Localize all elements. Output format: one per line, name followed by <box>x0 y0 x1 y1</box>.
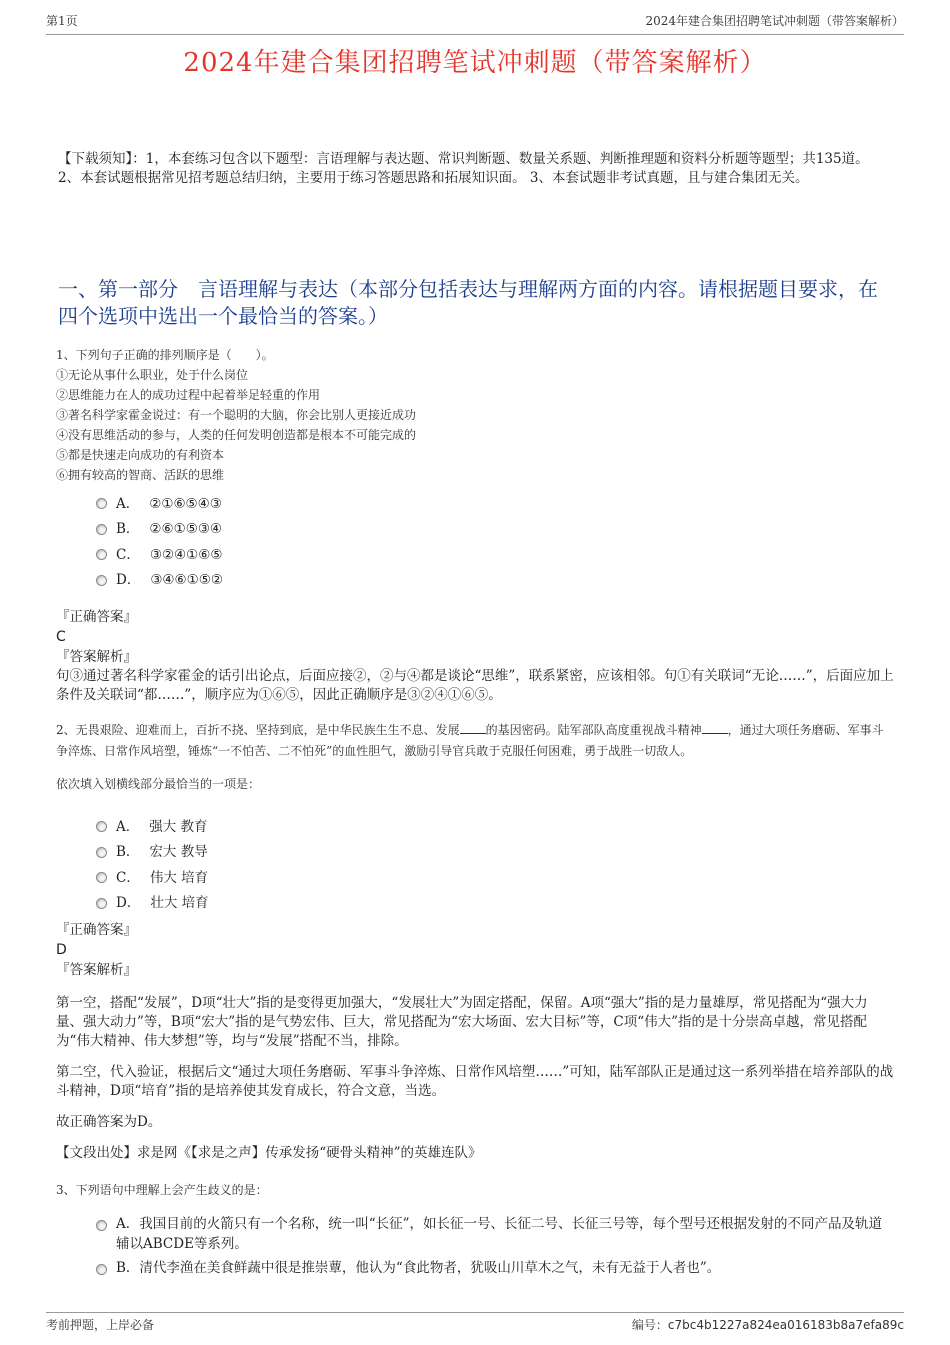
option-text: 壮大 培育 <box>150 895 209 912</box>
option-text: 宏大 教导 <box>149 844 208 861</box>
option-text: 伟大 培育 <box>149 869 209 886</box>
sentence-line: ②思维能力在人的成功过程中起着举足轻重的作用 <box>56 388 321 402</box>
answer-value: D <box>56 942 67 958</box>
option-letter: D． <box>116 895 141 912</box>
page-footer <box>46 1312 904 1333</box>
question-stem: 1、下列句子正确的排列顺序是（ ）。 <box>56 348 274 362</box>
answer-label: 『正确答案』 <box>56 609 137 625</box>
question-stem: 2、无畏艰险、迎难而上，百折不挠、坚持到底，是中华民族生生不息、发展 的基因密码。陆军部队高度重视战斗精神 ，通过大项任务磨砺、军事斗争淬炼、日常作风培塑，锤炼“一不怕苦、二不怕死”的血性胆气，激励引导官兵敢于克服任何困难，勇于战胜一切敌人。 <box>56 723 884 758</box>
radio-button[interactable] <box>96 898 107 909</box>
option-list <box>96 814 894 916</box>
option-letter: B． <box>116 1260 140 1276</box>
option-c[interactable] <box>96 542 894 568</box>
source-citation: 【文段出处】求是网《【求是之声】传承发扬“硬骨头精神”的英雄连队》 <box>56 1145 482 1161</box>
question-prompt: 依次填入划横线部分最恰当的一项是： <box>56 777 261 791</box>
option-list <box>96 491 894 593</box>
option-letter: A． <box>116 1216 140 1232</box>
question-1 <box>56 345 894 705</box>
document-code: 编号：c7bc4b1227a824ea016183b8a7efa89c <box>631 1318 904 1332</box>
document-title: 2024年建合集团招聘笔试冲刺题（带答案解析） <box>183 48 767 78</box>
option-text: 强大 教育 <box>149 818 208 835</box>
option-letter: B． <box>116 521 140 538</box>
option-b[interactable] <box>96 517 894 543</box>
option-a[interactable] <box>96 491 894 517</box>
option-text: 清代李渔在美食鲜蔬中很是推崇蕈，他认为“食此物者，犹吸山川草木之气，未有无益于人者也”。 <box>139 1260 721 1276</box>
radio-button[interactable] <box>96 549 107 560</box>
option-letter: C． <box>116 546 140 563</box>
analysis-body <box>56 994 894 1163</box>
fill-blank <box>702 721 728 734</box>
option-list <box>96 1214 894 1278</box>
option-letter: A． <box>116 495 140 512</box>
sentence-line: ⑥拥有较高的智商、活跃的思维 <box>56 468 225 482</box>
radio-button[interactable] <box>96 847 107 858</box>
answer-label: 『正确答案』 <box>56 922 137 938</box>
option-letter: A． <box>116 818 140 835</box>
option-d[interactable] <box>96 568 894 594</box>
radio-button[interactable] <box>96 1264 107 1275</box>
option-text: ③④⑥①⑤② <box>150 572 223 589</box>
radio-button[interactable] <box>96 498 107 509</box>
question-3 <box>56 1180 894 1282</box>
option-letter: B． <box>116 844 140 861</box>
sentence-line: ⑤都是快速走向成功的有利资本 <box>56 448 225 462</box>
download-notice: 【下载须知】：1，本套练习包含以下题型：言语理解与表达题、常识判断题、数量关系题、判断推理题和资料分析题等题型；共135道。 2、本套试题根据常见招考题总结归纳，主要用于练习答题思路和拓展知识面。 3、本套试题非考试真题，且与建合集团无关。 <box>58 151 869 186</box>
section-heading: 一、第一部分 言语理解与表达（本部分包括表达与理解两方面的内容。请根据题目要求，在四个选项中选出一个最恰当的答案。） <box>58 277 878 328</box>
radio-button[interactable] <box>96 872 107 883</box>
radio-button[interactable] <box>96 821 107 832</box>
option-a[interactable] <box>96 814 894 840</box>
footer-slogan: 考前押题，上岸必备 <box>46 1318 155 1332</box>
analysis-paragraph: 第一空，搭配“发展”，D项“壮大”指的是变得更加强大，“发展壮大”为固定搭配，保留。A项“强大”指的是力量雄厚，常见搭配为“强大力量、强大动力”等，B项“宏大”指的是气势宏伟、巨大，常见搭配为“宏大场面、宏大目标”等，C项“伟大”指的是十分崇高卓越，常见搭配为“伟大精神、伟大梦想”等，均与“发展”搭配不当，排除。 <box>56 995 868 1049</box>
analysis-paragraph: 第二空，代入验证，根据后文“通过大项任务磨砺、军事斗争淬炼、日常作风培塑……”可知，陆军部队正是通过这一系列举措在培养部队的战斗精神，D项“培育”指的是培养使其发育成长，符合文意，当选。 <box>56 1064 894 1099</box>
option-b[interactable] <box>96 1258 894 1278</box>
page-header <box>46 12 904 35</box>
fill-blank <box>460 721 486 734</box>
sentence-line: ④没有思维活动的参与，人类的任何发明创造都是根本不可能完成的 <box>56 428 417 442</box>
option-letter: D． <box>116 572 141 589</box>
option-text: 我国目前的火箭只有一个名称，统一叫“长征”，如长征一号、长征二号、长征三号等，每个型号还根据发射的不同产品及轨道辅以ABCDE等系列。 <box>116 1216 883 1252</box>
option-text: ②⑥①⑤③④ <box>149 521 223 538</box>
option-a[interactable] <box>96 1214 894 1254</box>
page-number: 第1页 <box>46 14 78 28</box>
option-d[interactable] <box>96 891 894 917</box>
option-letter: C． <box>116 869 140 886</box>
analysis-text: 句③通过著名科学家霍金的话引出论点，后面应接②，②与④都是谈论“思维”，联系紧密，应该相邻。句①有关联词“无论……”，后面应加上条件及关联词“都……”，顺序应为①⑥⑤，因此正确顺序是③②④①⑥⑤。 <box>56 668 894 703</box>
analysis-label: 『答案解析』 <box>56 649 137 665</box>
option-text: ③②④①⑥⑤ <box>149 546 223 563</box>
question-2 <box>56 720 894 1175</box>
analysis-label: 『答案解析』 <box>56 962 137 978</box>
analysis-paragraph: 故正确答案为D。 <box>56 1114 162 1130</box>
answer-value: C <box>56 629 66 645</box>
radio-button[interactable] <box>96 575 107 586</box>
radio-button[interactable] <box>96 524 107 535</box>
option-b[interactable] <box>96 840 894 866</box>
question-stem: 3、下列语句中理解上会产生歧义的是： <box>56 1183 268 1197</box>
option-text: ②①⑥⑤④③ <box>149 495 222 512</box>
sentence-line: ③著名科学家霍金说过：有一个聪明的大脑，你会比别人更接近成功 <box>56 408 417 422</box>
header-doc-title: 2024年建合集团招聘笔试冲刺题（带答案解析） <box>645 14 904 28</box>
radio-button[interactable] <box>96 1220 107 1231</box>
option-c[interactable] <box>96 865 894 891</box>
sentence-line: ①无论从事什么职业，处于什么岗位 <box>56 368 249 382</box>
